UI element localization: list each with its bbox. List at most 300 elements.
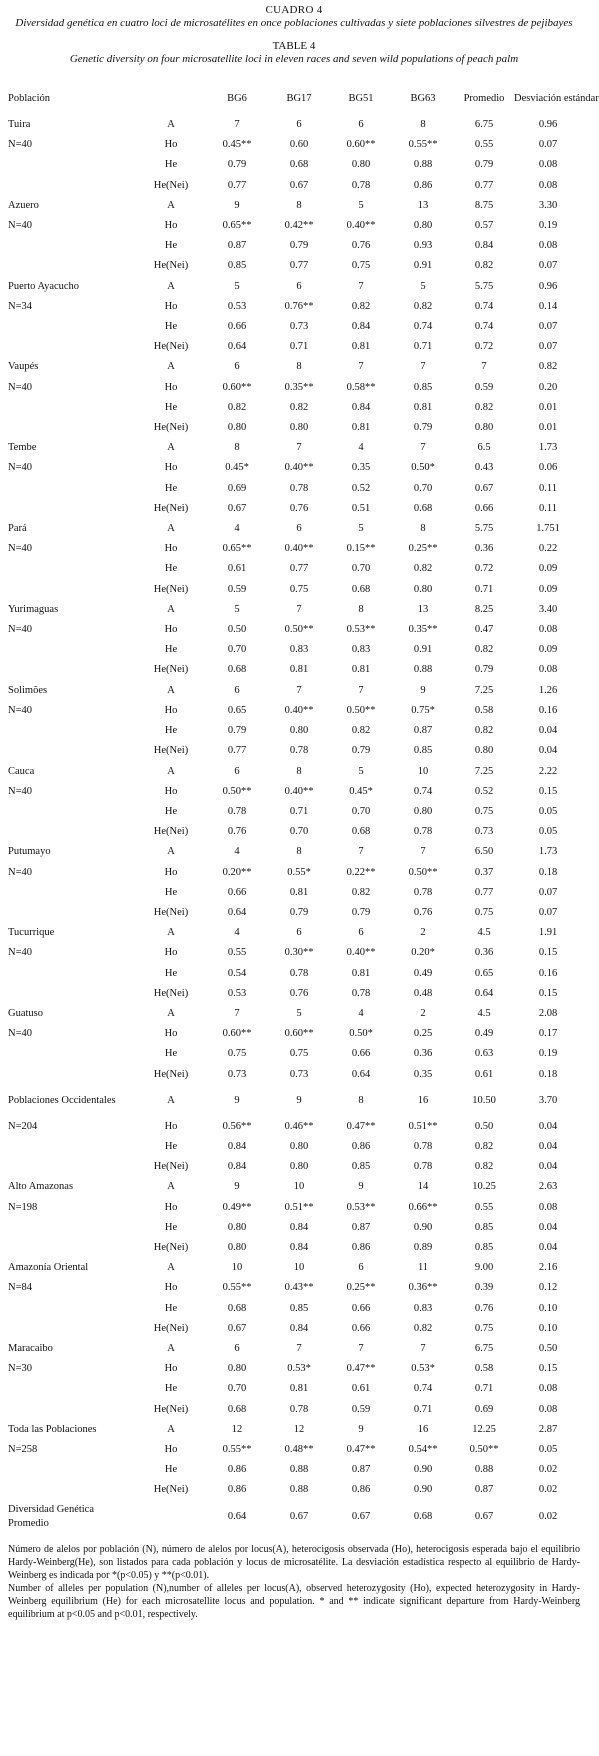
value-cell: 0.64 bbox=[227, 341, 247, 353]
population-cell bbox=[8, 822, 136, 842]
average-cell: 0.63 bbox=[474, 1048, 494, 1060]
population-cell: Vaupés bbox=[8, 361, 39, 373]
table-row bbox=[8, 1440, 582, 1460]
value-cell: 0.80 bbox=[227, 1221, 247, 1233]
sd-cell: 0.09 bbox=[538, 583, 558, 595]
value-cell: 0.79 bbox=[413, 422, 433, 434]
value-cell: 0.86 bbox=[227, 1464, 247, 1476]
value-cell: 0.67 bbox=[227, 502, 247, 514]
table-row bbox=[8, 1024, 582, 1044]
value-cell: 0.22** bbox=[346, 866, 376, 878]
sd-cell: 0.08 bbox=[538, 1201, 558, 1213]
value-cell: 8 bbox=[358, 603, 364, 615]
value-cell: 0.85 bbox=[351, 1161, 371, 1173]
sd-cell: 0.08 bbox=[538, 240, 558, 252]
value-cell: 0.79 bbox=[289, 906, 309, 918]
value-cell: 7 bbox=[358, 361, 364, 373]
statistic-cell: He bbox=[164, 240, 178, 252]
population-cell bbox=[8, 903, 136, 923]
statistic-cell: He bbox=[164, 1302, 178, 1314]
value-cell: 0.93 bbox=[413, 240, 433, 252]
value-cell: 0.87 bbox=[351, 1464, 371, 1476]
value-cell: 0.85 bbox=[227, 260, 247, 272]
value-cell: 0.36** bbox=[408, 1282, 438, 1294]
population-cell bbox=[8, 660, 136, 680]
sd-cell: 0.15 bbox=[538, 987, 558, 999]
value-cell: 0.71 bbox=[289, 341, 309, 353]
value-cell: 0.70 bbox=[227, 644, 247, 656]
value-cell: 4 bbox=[234, 523, 240, 535]
value-cell: 0.78 bbox=[351, 179, 371, 191]
population-cell bbox=[8, 1299, 136, 1319]
average-cell: 0.71 bbox=[474, 583, 494, 595]
value-cell: 2 bbox=[420, 927, 426, 939]
value-cell: 0.88 bbox=[413, 664, 433, 676]
value-cell: 16 bbox=[417, 1423, 429, 1435]
value-cell: 0.55 bbox=[227, 947, 247, 959]
population-cell: N=40 bbox=[8, 220, 33, 232]
statistic-cell: He(Nei) bbox=[153, 1241, 189, 1253]
sd-cell: 0.04 bbox=[538, 1221, 558, 1233]
value-cell: 0.45* bbox=[349, 785, 373, 797]
table-row bbox=[8, 1460, 582, 1480]
table-row bbox=[8, 782, 582, 802]
value-cell: 0.80 bbox=[351, 159, 371, 171]
header-row bbox=[8, 81, 582, 115]
value-cell: 0.65 bbox=[227, 704, 247, 716]
table-row bbox=[8, 236, 582, 256]
table-row bbox=[8, 1420, 582, 1440]
value-cell: 0.75* bbox=[411, 704, 435, 716]
value-cell: 0.70 bbox=[351, 563, 371, 575]
sd-cell: 3.40 bbox=[538, 603, 558, 615]
value-cell: 0.84 bbox=[289, 1241, 309, 1253]
value-cell: 0.25** bbox=[408, 543, 438, 555]
value-cell: 8 bbox=[420, 119, 426, 130]
population-cell bbox=[8, 640, 136, 660]
sd-cell: 0.06 bbox=[538, 462, 558, 474]
statistic-cell: He(Nei) bbox=[153, 179, 189, 191]
value-cell: 6 bbox=[358, 119, 364, 130]
value-cell: 0.87 bbox=[413, 725, 433, 737]
statistic-cell: He bbox=[164, 401, 178, 413]
population-cell: N=40 bbox=[8, 624, 33, 636]
table-row bbox=[8, 539, 582, 559]
value-cell: 7 bbox=[358, 684, 364, 696]
value-cell: 0.87 bbox=[227, 240, 247, 252]
table-row bbox=[8, 660, 582, 680]
statistic-cell: He bbox=[164, 967, 178, 979]
table-row bbox=[8, 620, 582, 640]
value-cell: 0.71 bbox=[413, 1403, 433, 1415]
average-cell: 0.59 bbox=[474, 381, 494, 393]
statistic-cell: A bbox=[167, 927, 175, 939]
population-cell: N=40 bbox=[8, 704, 33, 716]
header-locus-bg17: BG17 bbox=[286, 92, 312, 104]
value-cell: 0.50** bbox=[408, 866, 438, 878]
average-cell: 0.85 bbox=[474, 1241, 494, 1253]
sd-cell: 0.18 bbox=[538, 1068, 558, 1080]
value-cell: 0.50* bbox=[349, 1028, 373, 1040]
average-cell: 0.74 bbox=[474, 300, 494, 312]
sd-cell: 0.07 bbox=[538, 906, 558, 918]
sd-cell: 0.12 bbox=[538, 1282, 558, 1294]
average-cell: 0.58 bbox=[474, 1363, 494, 1375]
value-cell: 0.78 bbox=[289, 745, 309, 757]
average-cell: 4.5 bbox=[477, 927, 491, 939]
value-cell: 0.59 bbox=[351, 1403, 371, 1415]
value-cell: 0.67 bbox=[289, 1510, 309, 1522]
population-cell bbox=[8, 721, 136, 741]
statistic-cell: Ho bbox=[164, 300, 178, 312]
value-cell: 0.54** bbox=[408, 1444, 438, 1455]
statistic-cell: Ho bbox=[164, 139, 178, 151]
value-cell: 0.43** bbox=[284, 1282, 314, 1294]
header-average: Promedio bbox=[463, 92, 505, 104]
statistic-cell: Ho bbox=[164, 1444, 178, 1455]
value-cell: 0.40** bbox=[284, 785, 314, 797]
value-cell: 9 bbox=[358, 1423, 364, 1435]
statistic-cell: He bbox=[164, 644, 178, 656]
value-cell: 7 bbox=[234, 119, 240, 130]
statistic-cell: He bbox=[164, 805, 178, 817]
table-row bbox=[8, 802, 582, 822]
header-locus-bg51: BG51 bbox=[348, 92, 374, 104]
value-cell: 0.70 bbox=[351, 805, 371, 817]
value-cell: 0.67 bbox=[289, 179, 309, 191]
value-cell: 0.79 bbox=[227, 725, 247, 737]
value-cell: 0.77 bbox=[227, 745, 247, 757]
value-cell: 0.84 bbox=[227, 1161, 247, 1173]
population-cell bbox=[8, 1065, 136, 1085]
average-cell: 0.37 bbox=[474, 866, 494, 878]
value-cell: 0.68 bbox=[413, 1510, 433, 1522]
value-cell: 0.68 bbox=[351, 826, 371, 838]
sd-cell: 2.87 bbox=[538, 1423, 558, 1435]
statistic-cell: A bbox=[167, 280, 175, 292]
value-cell: 0.51** bbox=[408, 1120, 438, 1132]
table-row bbox=[8, 519, 582, 539]
average-cell: 0.58 bbox=[474, 704, 494, 716]
value-cell: 0.47** bbox=[346, 1444, 376, 1455]
value-cell: 0.61 bbox=[227, 563, 247, 575]
value-cell: 0.81 bbox=[289, 1383, 309, 1395]
table-row bbox=[8, 1198, 582, 1218]
value-cell: 0.78 bbox=[413, 1140, 433, 1152]
header-population: Población bbox=[8, 92, 50, 104]
sd-cell: 2.08 bbox=[538, 1007, 558, 1019]
statistic-cell: He bbox=[164, 886, 178, 898]
population-cell: Tuira bbox=[8, 119, 31, 130]
value-cell: 0.83 bbox=[289, 644, 309, 656]
population-cell: N=30 bbox=[8, 1363, 33, 1375]
value-cell: 0.66** bbox=[408, 1201, 438, 1213]
average-cell: 0.80 bbox=[474, 745, 494, 757]
statistic-cell: Ho bbox=[164, 1028, 178, 1040]
value-cell: 0.86 bbox=[351, 1140, 371, 1152]
average-cell: 6.75 bbox=[474, 1342, 494, 1354]
table-row bbox=[8, 580, 582, 600]
value-cell: 0.54 bbox=[227, 967, 247, 979]
value-cell: 0.76 bbox=[227, 826, 247, 838]
sd-cell: 0.05 bbox=[538, 805, 558, 817]
average-cell: 7.25 bbox=[474, 684, 494, 696]
value-cell: 0.66 bbox=[351, 1302, 371, 1314]
sd-cell: 1.751 bbox=[536, 523, 560, 535]
statistic-cell: He(Nei) bbox=[153, 502, 189, 514]
table-row bbox=[8, 1501, 582, 1533]
average-cell: 0.67 bbox=[474, 1510, 494, 1522]
statistic-cell: A bbox=[167, 765, 175, 777]
average-cell: 0.82 bbox=[474, 644, 494, 656]
statistic-cell: He bbox=[164, 725, 178, 737]
value-cell: 0.64 bbox=[351, 1068, 371, 1080]
value-cell: 0.58** bbox=[346, 381, 376, 393]
sd-cell: 3.30 bbox=[538, 199, 558, 211]
population-cell: Poblaciones Occidentales bbox=[8, 1094, 116, 1106]
statistic-cell: He(Nei) bbox=[153, 826, 189, 838]
population-cell: N=40 bbox=[8, 947, 33, 959]
average-cell: 6.50 bbox=[474, 846, 494, 858]
value-cell: 0.74 bbox=[413, 321, 433, 333]
sd-cell: 2.16 bbox=[538, 1262, 558, 1274]
value-cell: 0.35 bbox=[351, 462, 371, 474]
population-cell bbox=[8, 236, 136, 256]
value-cell: 0.70 bbox=[227, 1383, 247, 1395]
average-cell: 0.64 bbox=[474, 987, 494, 999]
sd-cell: 0.08 bbox=[538, 159, 558, 171]
value-cell: 0.75 bbox=[227, 1048, 247, 1060]
table-row bbox=[8, 903, 582, 923]
value-cell: 10 bbox=[417, 765, 429, 777]
table-row bbox=[8, 1065, 582, 1085]
table-row bbox=[8, 822, 582, 842]
value-cell: 0.78 bbox=[227, 805, 247, 817]
population-cell: Pará bbox=[8, 523, 27, 535]
table-row bbox=[8, 842, 582, 862]
statistic-cell: A bbox=[167, 1423, 175, 1435]
average-cell: 0.75 bbox=[474, 906, 494, 918]
header-locus-bg63: BG63 bbox=[410, 92, 436, 104]
value-cell: 4 bbox=[358, 1007, 364, 1019]
table-row bbox=[8, 1004, 582, 1024]
value-cell: 0.55* bbox=[287, 866, 311, 878]
population-cell: Cauca bbox=[8, 765, 35, 777]
value-cell: 0.40** bbox=[284, 543, 314, 555]
sd-cell: 0.04 bbox=[538, 1161, 558, 1173]
value-cell: 0.88 bbox=[289, 1484, 309, 1496]
average-cell: 0.77 bbox=[474, 179, 494, 191]
population-cell bbox=[8, 1319, 136, 1339]
value-cell: 0.78 bbox=[289, 482, 309, 494]
average-cell: 0.72 bbox=[474, 563, 494, 575]
value-cell: 9 bbox=[296, 1094, 302, 1106]
statistic-cell: He bbox=[164, 321, 178, 333]
value-cell: 4 bbox=[358, 442, 364, 454]
value-cell: 0.71 bbox=[289, 805, 309, 817]
value-cell: 0.79 bbox=[289, 240, 309, 252]
population-cell bbox=[8, 559, 136, 579]
population-cell bbox=[8, 802, 136, 822]
average-cell: 0.82 bbox=[474, 1161, 494, 1173]
table-row bbox=[8, 964, 582, 984]
table-row bbox=[8, 1258, 582, 1278]
population-cell: N=84 bbox=[8, 1282, 33, 1294]
value-cell: 0.84 bbox=[227, 1140, 247, 1152]
sd-cell: 0.17 bbox=[538, 1028, 558, 1040]
value-cell: 0.86 bbox=[351, 1484, 371, 1496]
value-cell: 0.68 bbox=[289, 159, 309, 171]
value-cell: 0.77 bbox=[227, 179, 247, 191]
average-cell: 6.75 bbox=[474, 119, 494, 130]
value-cell: 0.76 bbox=[289, 987, 309, 999]
table-row bbox=[8, 984, 582, 1004]
population-cell bbox=[8, 155, 136, 175]
sd-cell: 0.96 bbox=[538, 119, 558, 130]
statistic-cell: A bbox=[167, 1094, 175, 1106]
statistic-cell: A bbox=[167, 1262, 175, 1274]
value-cell: 0.20** bbox=[222, 866, 252, 878]
population-cell: N=34 bbox=[8, 300, 33, 312]
value-cell: 0.79 bbox=[351, 906, 371, 918]
value-cell: 0.78 bbox=[289, 967, 309, 979]
value-cell: 0.66 bbox=[227, 886, 247, 898]
average-cell: 0.82 bbox=[474, 1140, 494, 1152]
value-cell: 0.42** bbox=[284, 220, 314, 232]
population-cell: Puerto Ayacucho bbox=[8, 280, 80, 292]
value-cell: 0.80 bbox=[413, 220, 433, 232]
value-cell: 0.74 bbox=[413, 1383, 433, 1395]
value-cell: 0.60** bbox=[222, 381, 252, 393]
value-cell: 0.67 bbox=[227, 1322, 247, 1334]
table-row bbox=[8, 1117, 582, 1137]
value-cell: 0.55** bbox=[222, 1282, 252, 1294]
average-cell: 0.71 bbox=[474, 1383, 494, 1395]
value-cell: 0.81 bbox=[289, 886, 309, 898]
statistic-cell: Ho bbox=[164, 866, 178, 878]
sd-cell: 0.07 bbox=[538, 886, 558, 898]
value-cell: 6 bbox=[234, 361, 240, 373]
population-cell: N=40 bbox=[8, 462, 33, 474]
population-cell bbox=[8, 1238, 136, 1258]
value-cell: 0.81 bbox=[413, 401, 433, 413]
value-cell: 0.78 bbox=[289, 1403, 309, 1415]
statistic-cell: A bbox=[167, 846, 175, 858]
average-cell: 10.25 bbox=[472, 1181, 496, 1193]
sd-cell: 0.02 bbox=[538, 1510, 558, 1522]
value-cell: 0.40** bbox=[346, 220, 376, 232]
value-cell: 0.49** bbox=[222, 1201, 252, 1213]
statistic-cell: A bbox=[167, 1181, 175, 1193]
value-cell: 0.55** bbox=[222, 1444, 252, 1455]
table-row bbox=[8, 923, 582, 943]
sd-cell: 0.05 bbox=[538, 826, 558, 838]
value-cell: 0.75 bbox=[289, 1048, 309, 1060]
value-cell: 0.86 bbox=[227, 1484, 247, 1496]
value-cell: 11 bbox=[417, 1262, 429, 1274]
statistic-cell: He(Nei) bbox=[153, 987, 189, 999]
header-sd: Desviación estándar bbox=[514, 92, 599, 104]
table-row bbox=[8, 721, 582, 741]
sd-cell: 0.10 bbox=[538, 1322, 558, 1334]
statistic-cell: Ho bbox=[164, 1363, 178, 1375]
value-cell: 0.77 bbox=[289, 260, 309, 272]
table-row bbox=[8, 1044, 582, 1064]
statistic-cell: Ho bbox=[164, 462, 178, 474]
statistic-cell: He bbox=[164, 1140, 178, 1152]
population-cell bbox=[8, 580, 136, 600]
value-cell: 0.76 bbox=[413, 906, 433, 918]
value-cell: 0.75 bbox=[351, 260, 371, 272]
table-row bbox=[8, 256, 582, 276]
sd-cell: 0.15 bbox=[538, 1363, 558, 1375]
cuadro-label: CUADRO 4 bbox=[265, 4, 323, 16]
population-cell: Diversidad Genética Promedio bbox=[8, 1503, 95, 1529]
average-cell: 0.65 bbox=[474, 967, 494, 979]
statistic-cell: A bbox=[167, 199, 175, 211]
table-row bbox=[8, 499, 582, 519]
average-cell: 0.66 bbox=[474, 502, 494, 514]
value-cell: 0.61 bbox=[351, 1383, 371, 1395]
table-row bbox=[8, 701, 582, 721]
value-cell: 0.80 bbox=[289, 422, 309, 434]
average-cell: 0.84 bbox=[474, 240, 494, 252]
value-cell: 0.53 bbox=[227, 987, 247, 999]
population-cell bbox=[8, 1460, 136, 1480]
table-row bbox=[8, 297, 582, 317]
sd-cell: 1.73 bbox=[538, 846, 558, 858]
value-cell: 0.80 bbox=[289, 1161, 309, 1173]
average-cell: 0.88 bbox=[474, 1464, 494, 1476]
value-cell: 0.40** bbox=[284, 704, 314, 716]
average-cell: 0.79 bbox=[474, 664, 494, 676]
value-cell: 0.84 bbox=[351, 401, 371, 413]
sd-cell: 0.01 bbox=[538, 401, 558, 413]
statistic-cell: Ho bbox=[164, 543, 178, 555]
value-cell: 9 bbox=[234, 1181, 240, 1193]
table-row bbox=[8, 1177, 582, 1197]
population-cell: Amazonía Oriental bbox=[8, 1262, 89, 1274]
average-cell: 10.50 bbox=[472, 1094, 496, 1106]
statistic-cell: A bbox=[167, 442, 175, 454]
value-cell: 7 bbox=[296, 603, 302, 615]
value-cell: 12 bbox=[231, 1423, 243, 1435]
value-cell: 0.82 bbox=[289, 401, 309, 413]
sd-cell: 0.07 bbox=[538, 321, 558, 333]
value-cell: 0.76 bbox=[351, 240, 371, 252]
value-cell: 0.80 bbox=[227, 1241, 247, 1253]
population-cell: Maracaibo bbox=[8, 1342, 53, 1354]
table-row bbox=[8, 438, 582, 458]
population-cell bbox=[8, 1137, 136, 1157]
value-cell: 0.84 bbox=[351, 321, 371, 333]
value-cell: 6 bbox=[296, 927, 302, 939]
value-cell: 7 bbox=[420, 442, 426, 454]
value-cell: 0.90 bbox=[413, 1464, 433, 1476]
statistic-cell: Ho bbox=[164, 1282, 178, 1294]
value-cell: 0.78 bbox=[351, 987, 371, 999]
sd-cell: 1.91 bbox=[538, 927, 558, 939]
spanish-title: Diversidad genética en cuatro loci de microsatélites en once poblaciones cultivadas y siete poblaciones silvestres de pejibayes bbox=[15, 17, 573, 29]
value-cell: 12 bbox=[293, 1423, 305, 1435]
value-cell: 0.84 bbox=[289, 1322, 309, 1334]
value-cell: 0.82 bbox=[351, 300, 371, 312]
sd-cell: 0.20 bbox=[538, 381, 558, 393]
sd-cell: 0.16 bbox=[538, 704, 558, 716]
value-cell: 6 bbox=[358, 927, 364, 939]
sd-cell: 0.09 bbox=[538, 644, 558, 656]
sd-cell: 0.07 bbox=[538, 260, 558, 272]
